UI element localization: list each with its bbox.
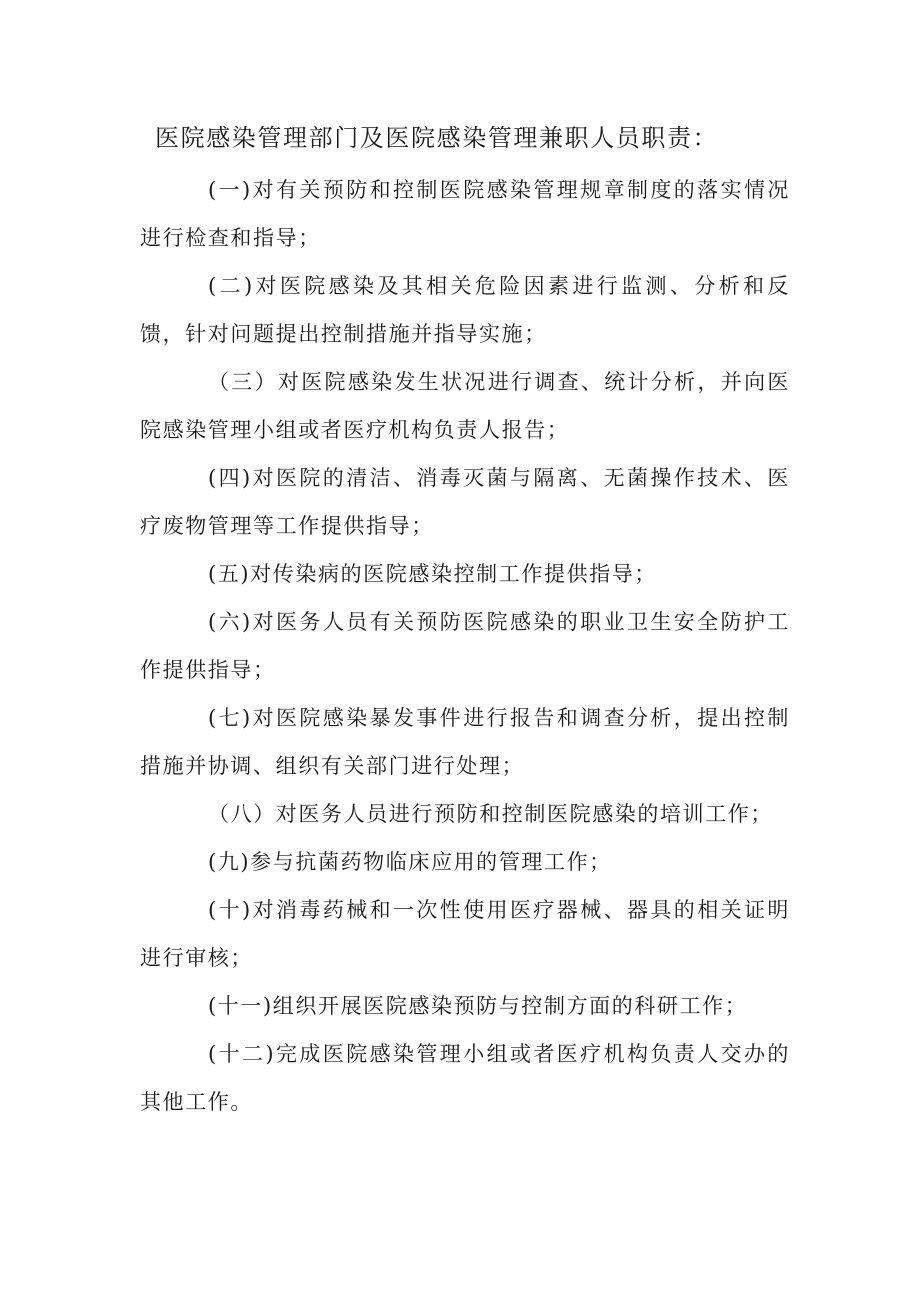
duty-item-5: (五)对传染病的医院感染控制工作提供指导； [208, 562, 657, 586]
duty-item-2: (二)对医院感染及其相关危险因素进行监测、分析和反馈，针对问题提出控制措施并指导实施； [140, 274, 790, 346]
duty-item-6: (六)对医务人员有关预防医院感染的职业卫生安全防护工作提供指导； [140, 610, 790, 682]
duty-item-7: (七)对医院感染暴发事件进行报告和调查分析，提出控制措施并协调、组织有关部门进行处理； [140, 706, 790, 778]
duty-item-10: (十)对消毒药械和一次性使用医疗器械、器具的相关证明进行审核； [140, 898, 790, 970]
duty-item-12: (十二)完成医院感染管理小组或者医疗机构负责人交办的其他工作。 [140, 1042, 790, 1114]
duty-item-3: （三）对医院感染发生状况进行调查、统计分析，并向医院感染管理小组或者医疗机构负责人报告； [140, 370, 790, 442]
duty-item-4: (四)对医院的清洁、消毒灭菌与隔离、无菌操作技术、医疗废物管理等工作提供指导； [140, 466, 790, 538]
duty-list [140, 166, 790, 1126]
duty-item-9: (九)参与抗菌药物临床应用的管理工作； [208, 850, 612, 874]
document-title: 医院感染管理部门及医院感染管理兼职人员职责： [155, 124, 719, 152]
duty-item-8: （八）对医务人员进行预防和控制医院感染的培训工作； [208, 802, 773, 826]
duty-item-1: (一)对有关预防和控制医院感染管理规章制度的落实情况进行检查和指导； [140, 178, 790, 250]
duty-item-11: (十一)组织开展医院感染预防与控制方面的科研工作； [208, 994, 748, 1018]
